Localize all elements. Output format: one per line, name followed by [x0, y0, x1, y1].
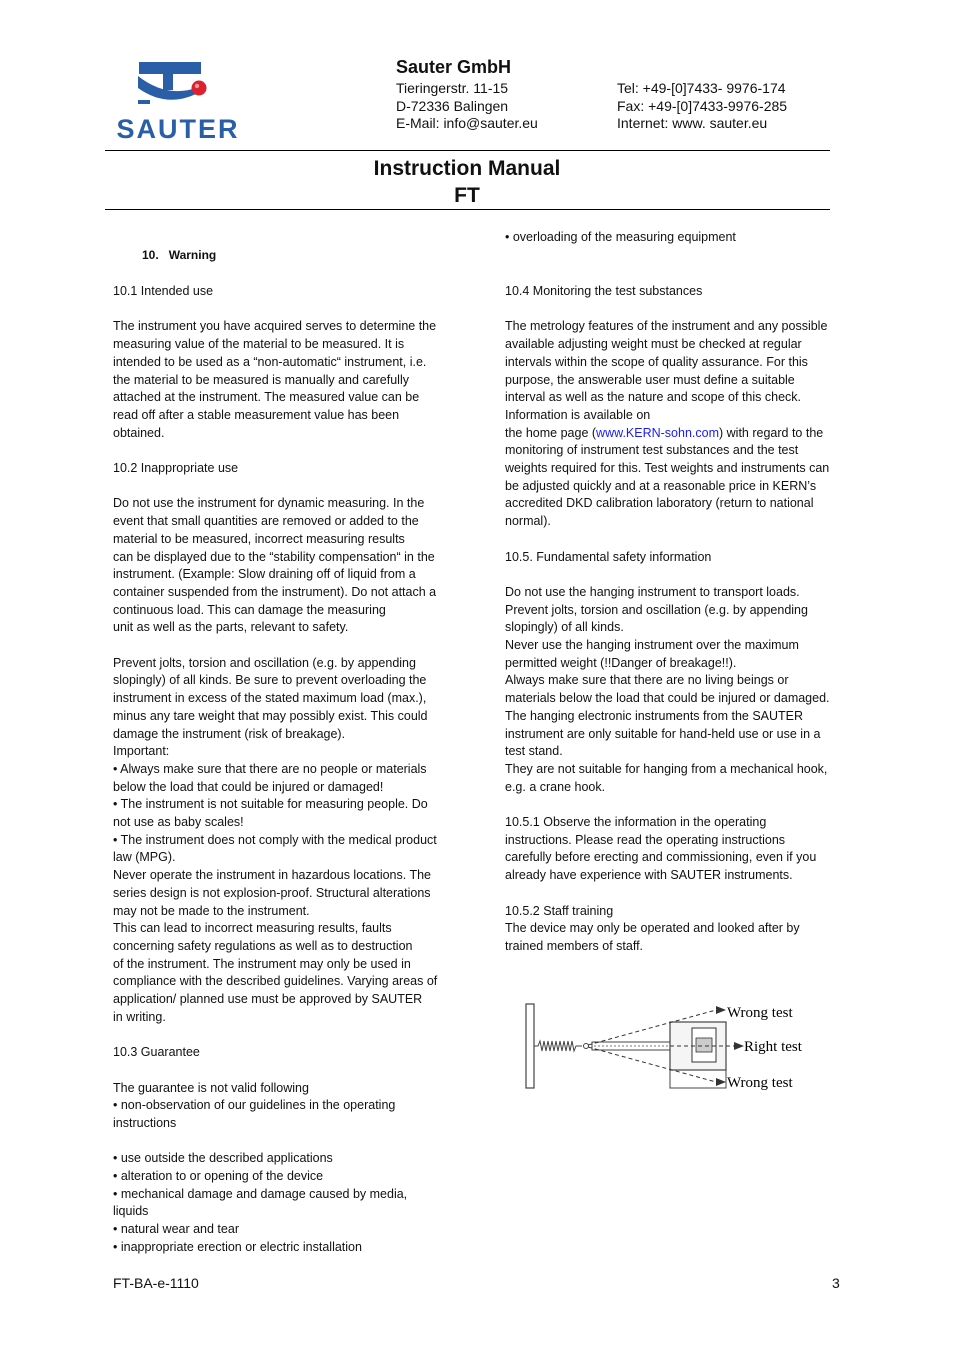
contact-fax: Fax: +49-[0]7433-9976-285: [617, 97, 788, 114]
label-wrong-test-top: Wrong test: [727, 1005, 793, 1021]
header-rule-bottom: [105, 209, 830, 210]
link-suffix: ) with regard to the: [719, 425, 824, 440]
para-10-5: Do not use the hanging instrument to transport loads. Prevent jolts, torsion and oscillation (e.g. by appending slopingly) of all kinds. Never use the hanging instrument over the maximum permitted weight (!!Danger of breakage!!). Always make sure that there are no living beings or materials below the load that could be injured or damaged. The hanging electronic instruments from the SAUTER instrument are only suitable for hand-held use or use in a test stand. They are not suitable for hanging from a mechanical hook, e.g. a crane hook.: [505, 584, 830, 794]
document-title: Instruction Manual: [373, 157, 561, 180]
heading-10-4: 10.4 Monitoring the test substances: [505, 284, 703, 298]
arrow-top: [716, 1006, 726, 1014]
para-10-4b: monitoring of instrument test substances and the test weights required for this. Test weights and instruments can be adjusted quickly and at a reasonable price in KERN’s accredited DKD calibration laboratory (return to national normal).: [505, 443, 830, 529]
test-direction-figure: [520, 998, 820, 1094]
heading-10-1: 10.1 Intended use: [113, 284, 214, 298]
company-contact: [617, 80, 787, 133]
kern-link[interactable]: www.KERN-sohn.com: [596, 425, 719, 440]
overload-bullet: • overloading of the measuring equipment: [505, 230, 736, 244]
para-10-5-2: 10.5.2 Staff training The device may only be operated and looked after by trained members of staff.: [505, 903, 800, 953]
section-title: Warning: [168, 248, 217, 262]
logo-mark: [138, 62, 207, 104]
right-column: [505, 283, 850, 956]
heading-10-2: 10.2 Inappropriate use: [113, 461, 239, 475]
section-heading: [142, 248, 216, 262]
arrow-right: [734, 1042, 744, 1050]
para-10-4-link-line: [505, 425, 850, 443]
address-city: D-72336 Balingen: [396, 97, 509, 114]
label-wrong-test-bottom: Wrong test: [727, 1075, 793, 1091]
header-rule-top: [105, 150, 830, 151]
para-10-1: The instrument you have acquired serves to determine the measuring value of the material to be measured. It is intended to be used as a “non-automatic“ instrument, i.e. the material to be measured is manually and carefully attached at the instrument. The measured value can be read off after a stable measurement value has been obtained.: [113, 319, 437, 440]
para-10-5-1: 10.5.1 Observe the information in the operating instructions. Please read the operating instructions carefully before erecting and commissioning, even if you already have experience with SAUTER instruments.: [505, 815, 817, 883]
hook: [584, 1044, 589, 1049]
spring: [534, 1041, 582, 1051]
para-10-3a: The guarantee is not valid following • non-observation of our guidelines in the operating instructions: [113, 1080, 396, 1130]
document-subtitle: FT: [454, 184, 480, 207]
link-prefix: the home page (: [505, 425, 597, 440]
left-column: [113, 283, 458, 1257]
section-number: 10.: [142, 248, 159, 262]
company-address: [396, 80, 538, 133]
wall-plate: [526, 1004, 534, 1088]
heading-10-5: 10.5. Fundamental safety information: [505, 549, 712, 564]
para-10-4a: The metrology features of the instrument and any possible available adjusting weight must be checked at regular intervals within the scope of quality assurance. For this purpose, the answerable user must define a suitable interval as well as the nature and scope of this check. Information is available on: [505, 319, 828, 422]
para-10-3b: • use outside the described applications • alteration to or opening of the device • mechanical damage and damage caused by media, liquids • natural wear and tear • inappropriate erection or electric installation: [113, 1151, 408, 1254]
label-right-test: Right test: [744, 1039, 802, 1055]
company-name: Sauter GmbH: [396, 57, 512, 77]
logo-text: SAUTER: [116, 114, 240, 144]
document-id: FT-BA-e-1110: [113, 1275, 199, 1291]
address-email: E-Mail: info@sauter.eu: [396, 115, 538, 131]
arrow-bottom: [716, 1078, 726, 1086]
page-number: 3: [832, 1275, 840, 1291]
sauter-logo: [108, 58, 248, 144]
contact-internet: Internet: www. sauter.eu: [617, 115, 768, 131]
para-10-2b: Prevent jolts, torsion and oscillation (e.g. by appending slopingly) of all kinds. Be sure to prevent overloading the instrument in excess of the stated maximum load (max.), minus any tare weight that may possibly exist. This could damage the instrument (risk of breakage). Important: • Always make sure that there are no people or materials below the load that could be injured or damaged! • The instrument is not suitable for measuring people. Do not use as baby scales! • The instrument does not comply with the medical product law (MPG). Never operate the instrument in hazardous locations. The series design is not explosion-proof. Structural alterations may not be made to the instrument. This can lead to incorrect measuring results, faults concerning safety regulations as well as to destruction of the instrument. The instrument may only be used in compliance with the described guidelines. Varying areas of application/ planned use must be approved by SAUTER in writing.: [113, 655, 438, 1024]
address-street: Tieringerstr. 11-15: [396, 80, 509, 96]
heading-10-3: 10.3 Guarantee: [113, 1045, 200, 1060]
contact-tel: Tel: +49-[0]7433- 9976-174: [617, 80, 786, 96]
para-10-2a: Do not use the instrument for dynamic measuring. In the event that small quantities are removed or added to the material to be measured, incorrect measuring results can be displayed due to the “stability compensation“ in the instrument. (Example: Slow draining off of liquid from a container suspended from the instrument). Do not attach a continuous load. This can damage the measuring unit as well as the parts, relevant to safety.: [113, 496, 437, 635]
